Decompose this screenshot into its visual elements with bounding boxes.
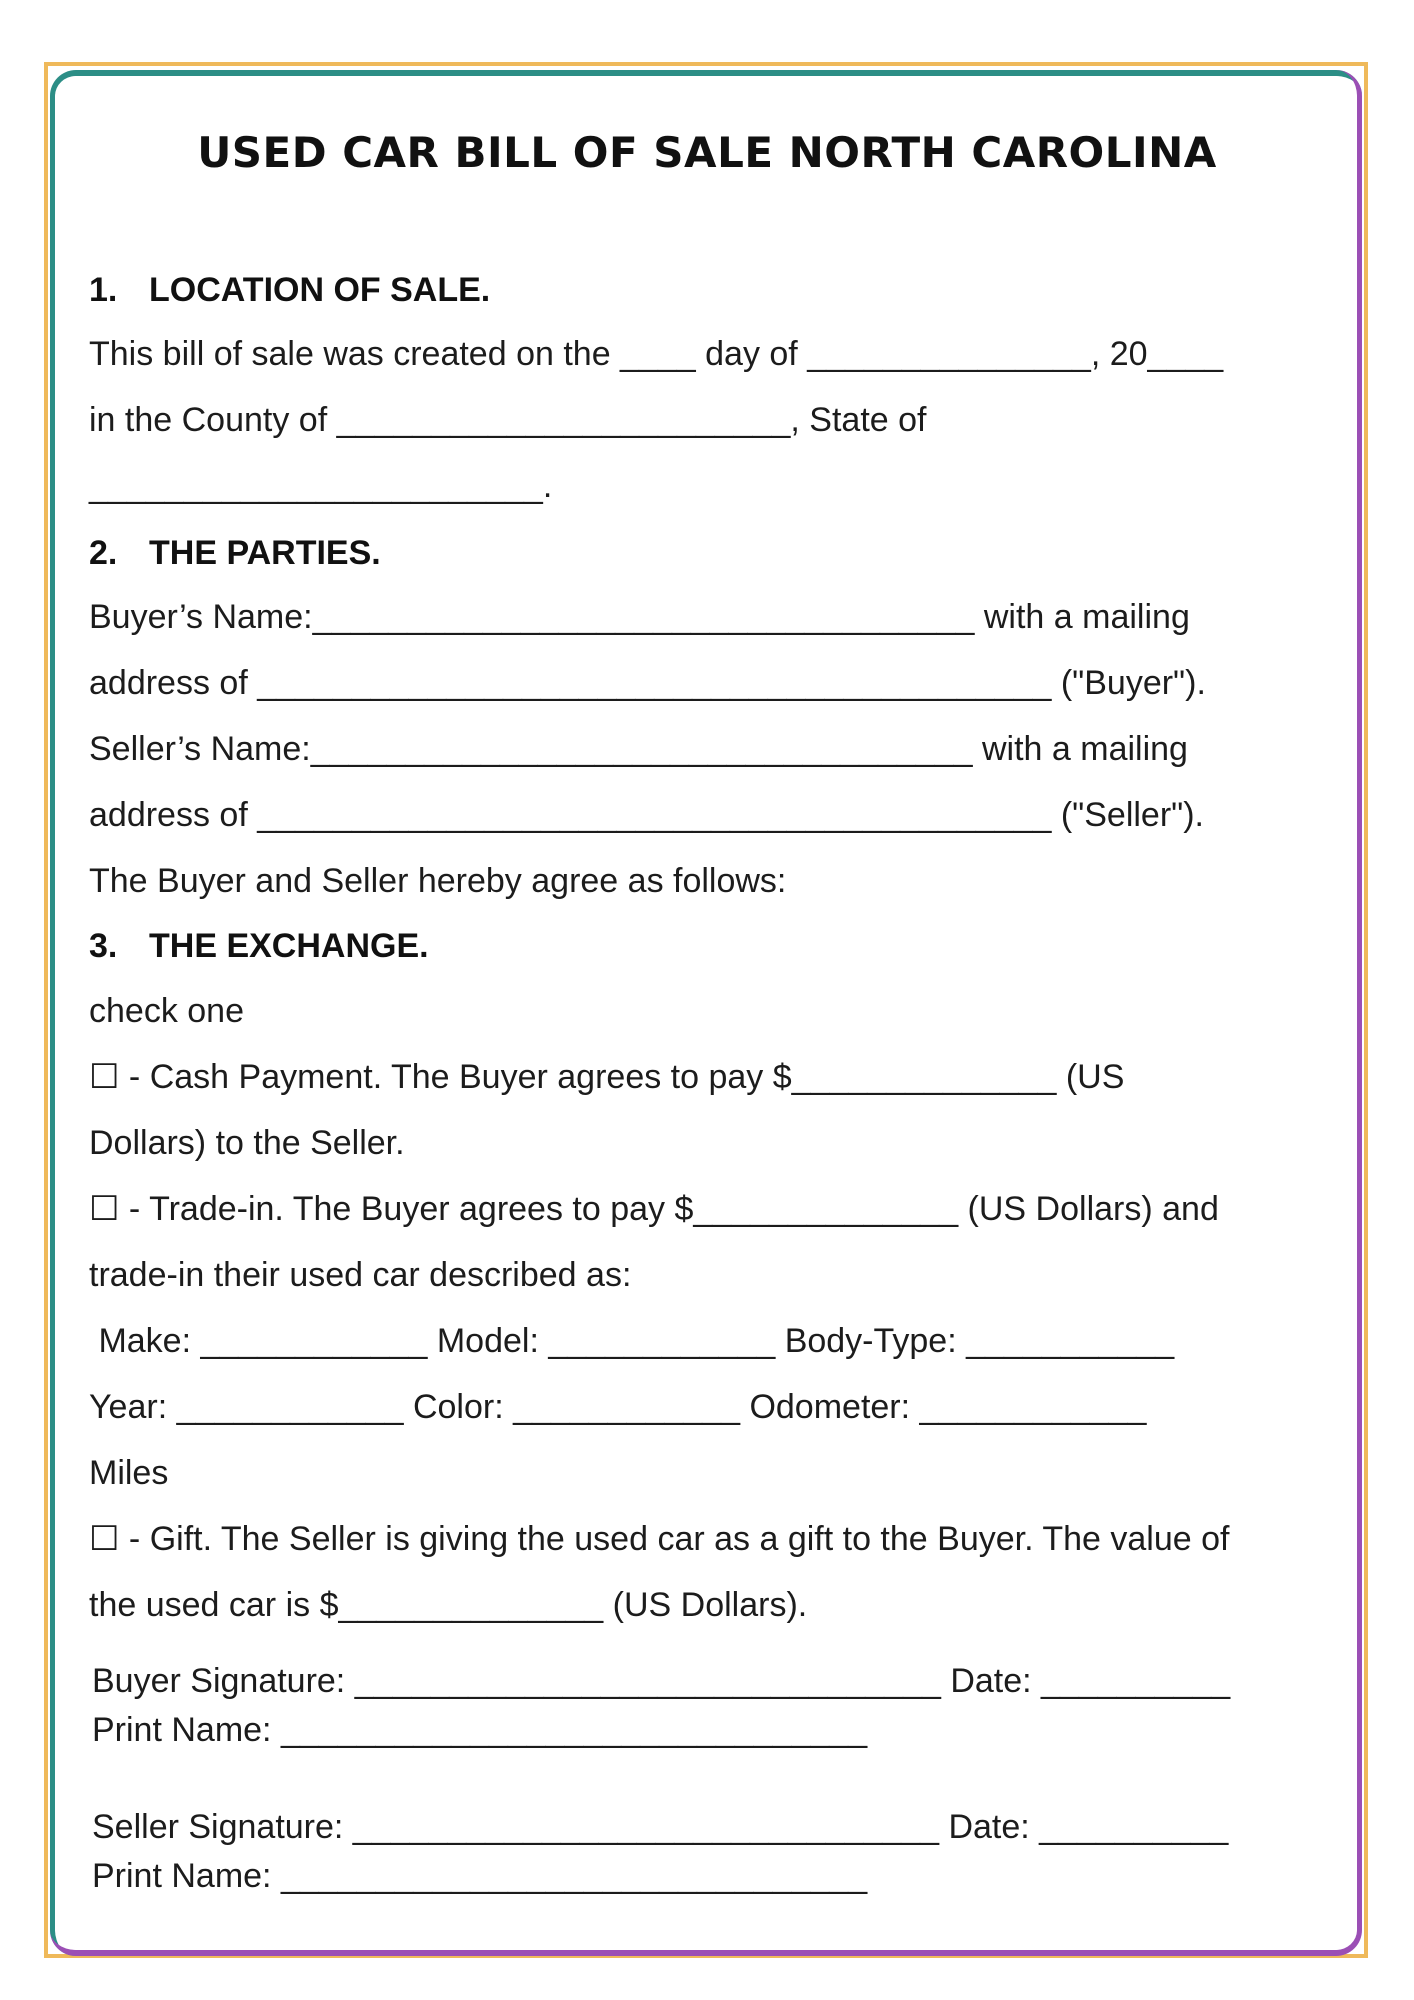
seller-signature-line: Seller Signature: _______________________________ Date: __________	[92, 1808, 1229, 1846]
sale-county-line: in the County of ________________________, State of	[89, 401, 927, 439]
seller-print-name-line: Print Name: _______________________________	[92, 1857, 868, 1895]
section-3-heading	[89, 926, 429, 966]
buyer-name-line: Buyer’s Name:___________________________________ with a mailing	[89, 598, 1190, 636]
cash-payment-option[interactable]: ☐ - Cash Payment. The Buyer agrees to pay $______________ (US	[89, 1058, 1125, 1096]
trade-in-continuation: trade-in their used car described as:	[89, 1256, 632, 1294]
sale-date-line: This bill of sale was created on the ____ day of _______________, 20____	[89, 335, 1224, 373]
agreement-statement: The Buyer and Seller hereby agree as follows:	[89, 862, 787, 900]
odometer-miles-label: Miles	[89, 1454, 169, 1492]
section-2-title: THE PARTIES.	[149, 534, 381, 572]
vehicle-make-model-line: Make: ____________ Model: ____________ Body-Type: ___________	[89, 1322, 1175, 1360]
section-3-number: 3.	[89, 927, 118, 965]
section-1-title: LOCATION OF SALE.	[149, 271, 491, 309]
seller-address-line: address of __________________________________________ ("Seller").	[89, 796, 1204, 834]
buyer-print-name-line: Print Name: _______________________________	[92, 1711, 868, 1749]
section-2-number: 2.	[89, 534, 118, 572]
buyer-signature-line: Buyer Signature: _______________________________ Date: __________	[92, 1662, 1231, 1700]
seller-name-line: Seller’s Name:___________________________________ with a mailing	[89, 730, 1188, 768]
check-one-instruction: check one	[89, 992, 244, 1030]
section-3-title: THE EXCHANGE.	[149, 927, 429, 965]
document-title: USED CAR BILL OF SALE NORTH CAROLINA	[197, 128, 1217, 177]
section-1-number: 1.	[89, 271, 118, 309]
buyer-address-line: address of __________________________________________ ("Buyer").	[89, 664, 1206, 702]
section-2-heading	[89, 533, 381, 573]
vehicle-year-color-line: Year: ____________ Color: ____________ Odometer: ____________	[89, 1388, 1147, 1426]
sale-state-line: ________________________.	[89, 467, 553, 505]
gift-option[interactable]: ☐ - Gift. The Seller is giving the used car as a gift to the Buyer. The value of	[89, 1520, 1230, 1558]
section-1-heading	[89, 270, 490, 310]
gift-continuation: the used car is $______________ (US Dollars).	[89, 1586, 808, 1624]
trade-in-option[interactable]: ☐ - Trade-in. The Buyer agrees to pay $______________ (US Dollars) and	[89, 1190, 1219, 1228]
cash-payment-continuation: Dollars) to the Seller.	[89, 1124, 405, 1162]
